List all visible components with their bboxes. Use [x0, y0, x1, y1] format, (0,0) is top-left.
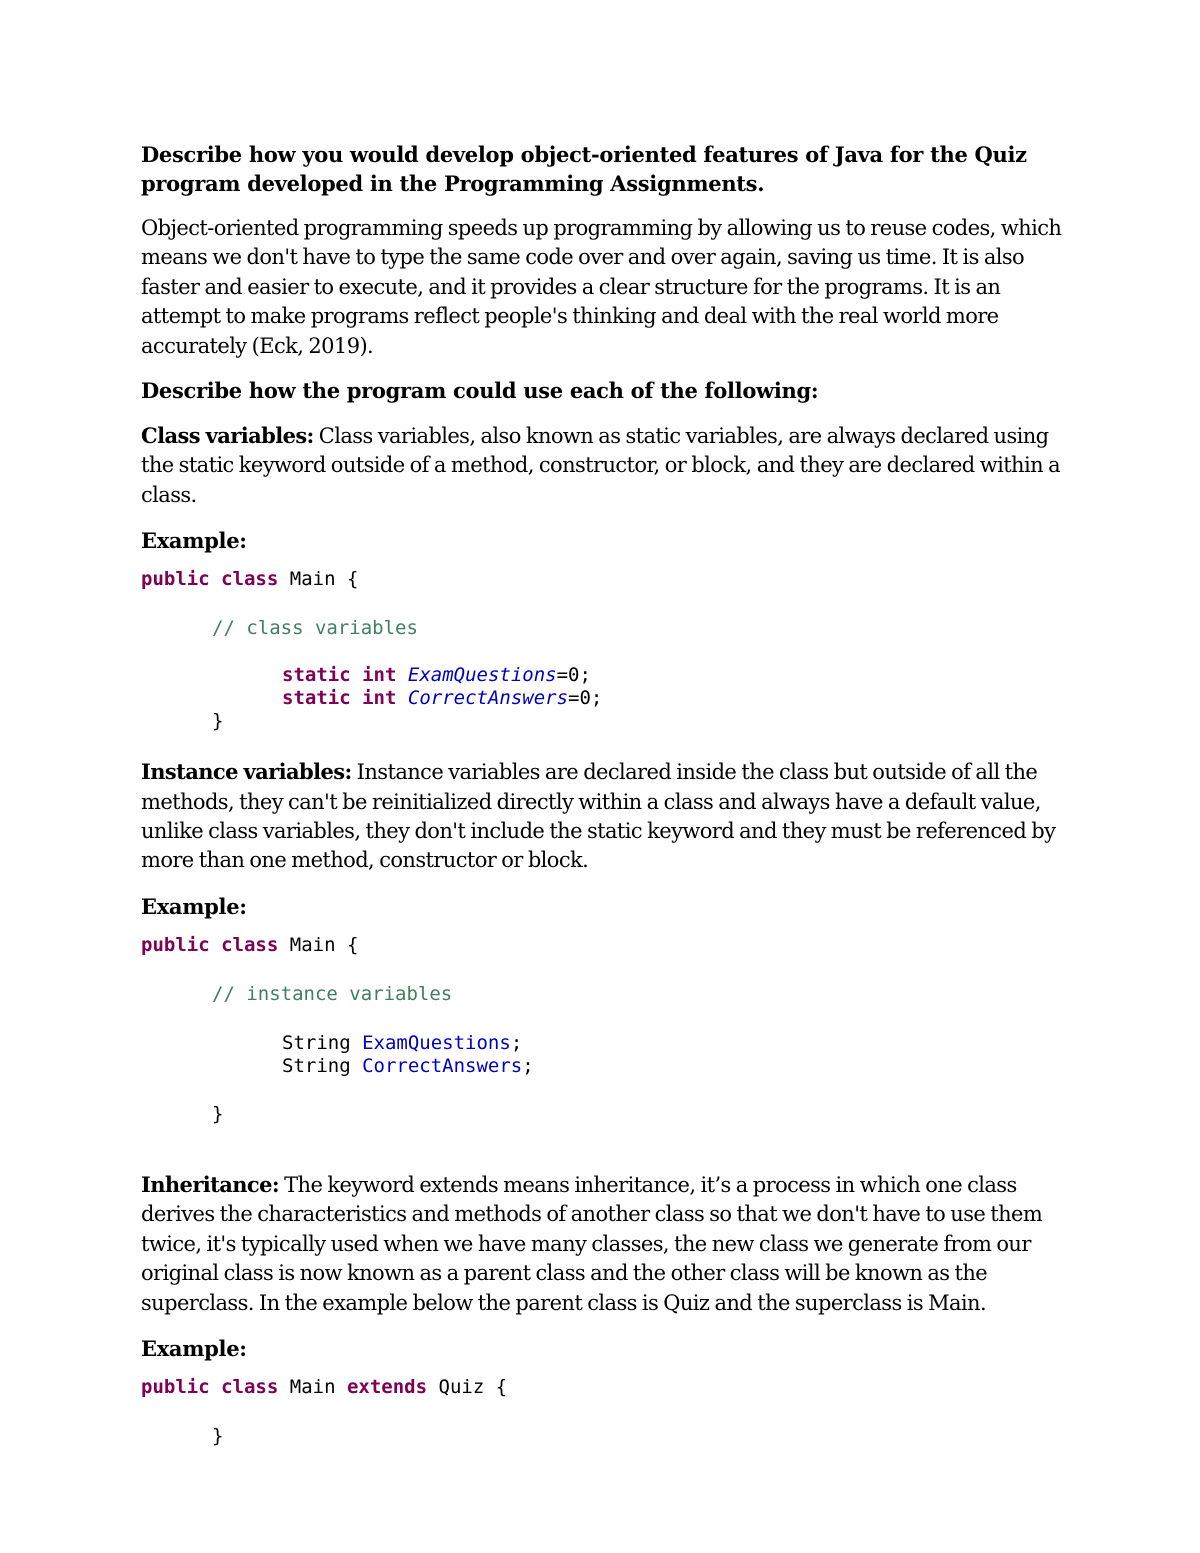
inheritance-paragraph	[141, 1170, 1066, 1318]
code-keyword: extends	[346, 1375, 428, 1398]
code-comment: // instance variables	[212, 982, 453, 1005]
code-line	[141, 617, 1066, 640]
question-2-heading: Describe how the program could use each of the following:	[141, 378, 819, 404]
code-line	[141, 1103, 1066, 1126]
instance-variables-label: Instance variables:	[141, 759, 352, 785]
code-keyword: public	[141, 1375, 210, 1398]
code-keyword: public	[141, 933, 210, 956]
code-line	[141, 710, 1066, 733]
inheritance-text: The keyword extends means inheritance, it’s a process in which one class derives the characteristics and methods of another class so that we don't have to use them twice, it's typically used when we have many classes, the new class we generate from our original class is now known as a parent class and the other class will be known as the superclass. In the example below the parent class is Quiz and the superclass is Main.	[141, 1172, 1043, 1315]
code-class-name: Main	[289, 933, 336, 956]
code-line	[141, 1425, 1066, 1448]
code-keyword: class	[221, 933, 279, 956]
code-line	[141, 687, 1066, 710]
instance-variables-text: Instance variables are declared inside the class but outside of all the methods, they can't be reinitialized directly within a class and always have a default value, unlike class variables, they don't include the static keyword and they must be referenced by more than one method, constructor or block.	[141, 760, 1056, 873]
code-keyword: static	[282, 687, 351, 710]
code-parent-name: Quiz	[438, 1375, 485, 1398]
code-block-class-variables	[141, 568, 1066, 733]
code-brace: {	[346, 568, 359, 591]
code-block-instance-variables	[141, 934, 1066, 1126]
code-brace: }	[212, 710, 224, 733]
code-keyword: int	[362, 687, 397, 710]
code-block-inheritance	[141, 1376, 1066, 1448]
class-variables-label: Class variables:	[141, 423, 314, 449]
class-variables-paragraph	[141, 421, 1066, 510]
code-field: CorrectAnswers	[362, 1054, 523, 1077]
code-keyword: class	[221, 568, 279, 591]
code-line	[141, 1055, 1066, 1078]
code-keyword: class	[221, 1375, 279, 1398]
code-field: CorrectAnswers	[407, 687, 569, 710]
code-line	[141, 664, 1066, 687]
code-line	[141, 1032, 1066, 1055]
example-label-3: Example:	[141, 1335, 247, 1361]
code-comment: // class variables	[212, 617, 418, 640]
code-line	[141, 934, 1066, 957]
intro-paragraph: Object-oriented programming speeds up programming by allowing us to reuse codes, which means we don't have to type the same code over and over again, saving us time. It is also faster and easier to execute, and it provides a clear structure for the programs. It is an attempt to make programs reflect people's thinking and deal with the real world more accurately (Eck, 2019).	[141, 216, 1062, 358]
code-initializer: =0;	[568, 687, 603, 710]
code-field: ExamQuestions	[362, 1031, 511, 1054]
document-body	[141, 140, 1066, 1448]
code-keyword: int	[362, 664, 397, 687]
code-brace: {	[495, 1375, 508, 1398]
example-label-2: Example:	[141, 893, 247, 919]
code-line	[141, 568, 1066, 591]
code-class-name: Main	[289, 1375, 336, 1398]
code-class-name: Main	[289, 568, 336, 591]
code-keyword: static	[282, 664, 351, 687]
code-field: ExamQuestions	[407, 664, 557, 687]
instance-variables-paragraph	[141, 757, 1066, 876]
code-semicolon: ;	[510, 1031, 523, 1054]
inheritance-label: Inheritance:	[141, 1171, 280, 1197]
code-initializer: =0;	[556, 664, 591, 687]
code-type: String	[282, 1054, 351, 1077]
code-line	[141, 1376, 1066, 1399]
code-brace: }	[212, 1424, 224, 1447]
class-variables-text: Class variables, also known as static variables, are always declared using the static keyword outside of a method, constructor, or block, and they are declared within a class.	[141, 424, 1060, 507]
example-label-1: Example:	[141, 528, 247, 554]
code-brace: {	[346, 933, 359, 956]
question-1-heading: Describe how you would develop object-oriented features of Java for the Quiz program developed in the Programming Assignments.	[141, 142, 1027, 196]
code-line	[141, 983, 1066, 1006]
code-semicolon: ;	[522, 1054, 534, 1077]
code-brace: }	[212, 1102, 224, 1125]
code-type: String	[282, 1031, 351, 1054]
code-keyword: public	[141, 568, 210, 591]
